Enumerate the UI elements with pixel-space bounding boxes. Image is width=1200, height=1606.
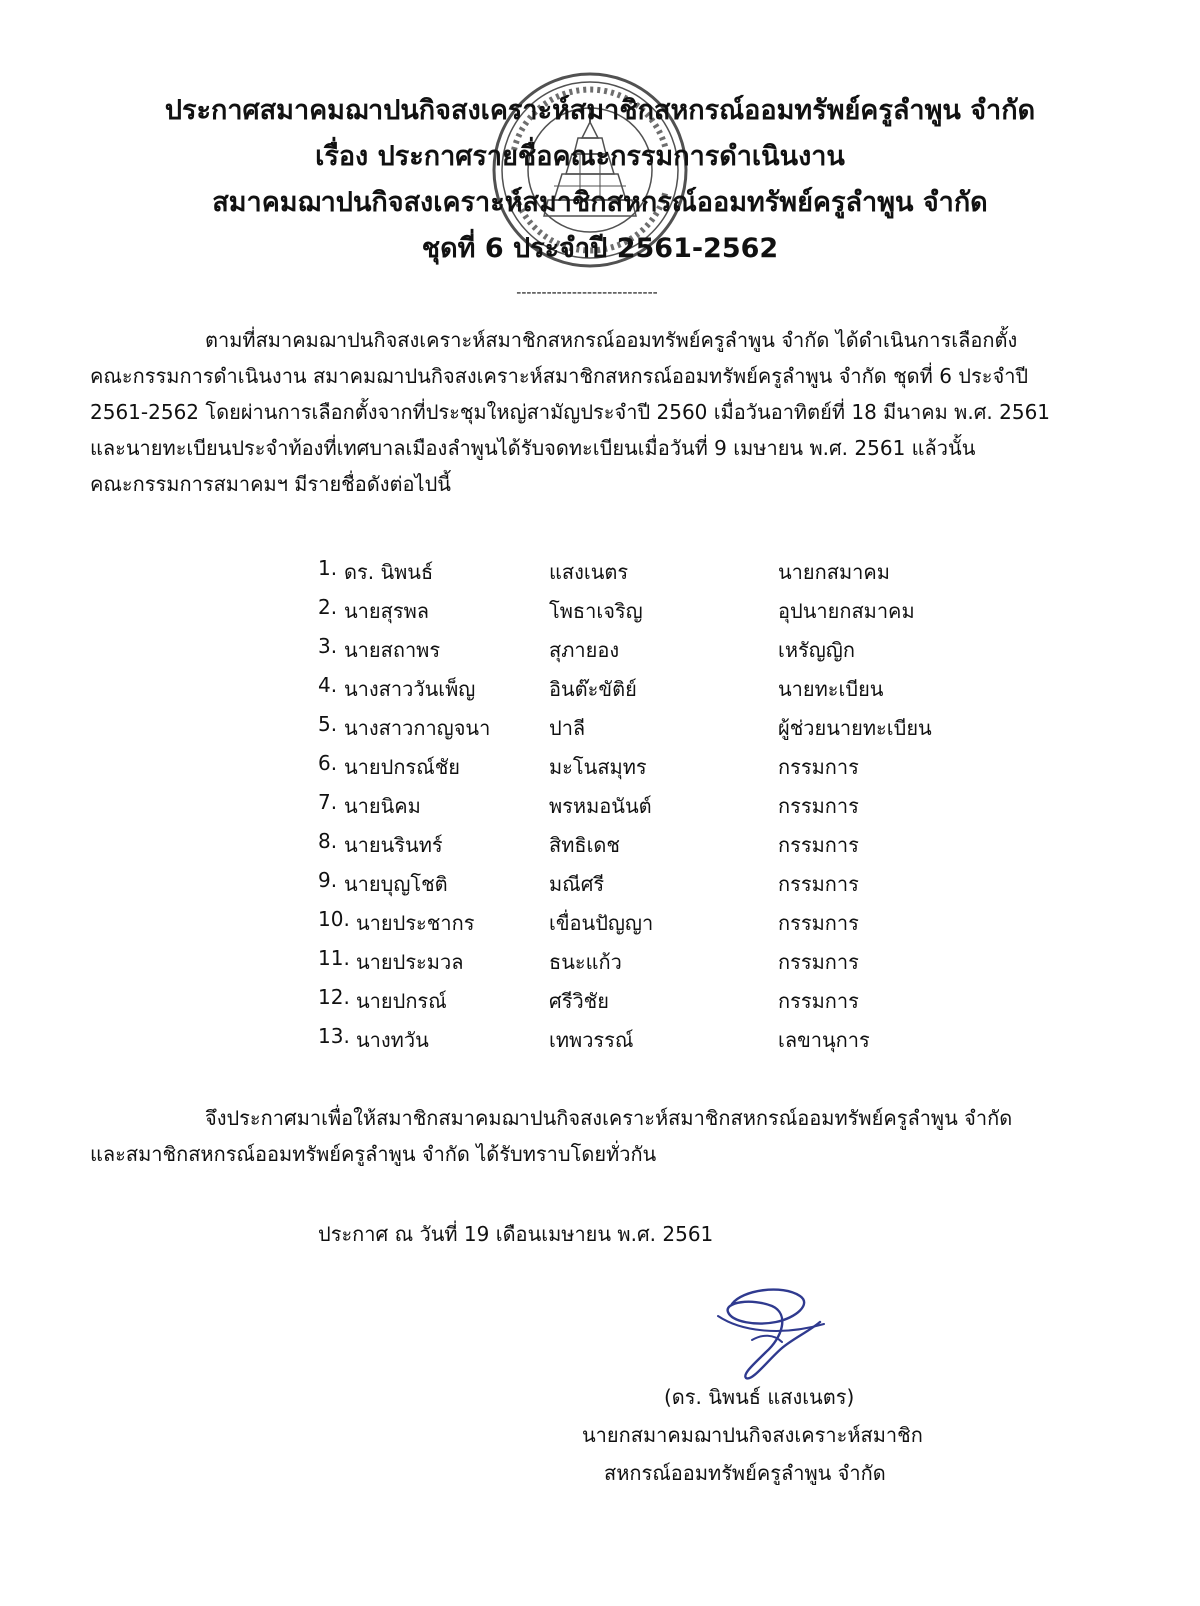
member-last-name: มณีศรี — [549, 872, 605, 896]
member-last-name: โพธาเจริญ — [549, 599, 643, 623]
signatory-title: นายกสมาคมฌาปนกิจสงเคราะห์สมาชิก — [582, 1423, 923, 1447]
member-number: 10. — [318, 907, 350, 931]
member-number: 6. — [318, 751, 338, 775]
announcement-date: ประกาศ ณ วันที่ 19 เดือนเมษายน พ.ศ. 2561 — [318, 1222, 714, 1246]
member-position: เลขานุการ — [778, 1028, 870, 1052]
member-first-name: นางสาวกาญจนา — [344, 716, 491, 740]
member-last-name: ปาลี — [549, 716, 586, 740]
member-first-name: นายนิคม — [344, 794, 421, 818]
intro-line: คณะกรรมการสมาคมฯ มีรายชื่อดังต่อไปนี้ — [90, 472, 451, 496]
member-number: 5. — [318, 712, 338, 736]
member-last-name: อินต๊ะขัติย์ — [549, 677, 637, 701]
member-position: กรรมการ — [778, 872, 859, 896]
member-number: 8. — [318, 829, 338, 853]
member-first-name: นางทวัน — [356, 1028, 429, 1052]
member-first-name: นายสุรพล — [344, 599, 430, 623]
announcement-header — [0, 88, 1200, 272]
member-last-name: ธนะแก้ว — [549, 950, 622, 974]
member-last-name: พรหมอนันต์ — [549, 794, 652, 818]
closing-line: จึงประกาศมาเพื่อให้สมาชิกสมาคมฌาปนกิจสงเคราะห์สมาชิกสหกรณ์ออมทรัพย์ครูลำพูน จำกัด — [205, 1106, 1013, 1130]
member-number: 2. — [318, 595, 338, 619]
closing-paragraph — [90, 1100, 1080, 1172]
header-title: ประกาศสมาคมฌาปนกิจสงเคราะห์สมาชิกสหกรณ์ออมทรัพย์ครูลำพูน จำกัด — [164, 95, 1036, 126]
member-first-name: นายประชากร — [356, 911, 475, 935]
handwritten-signature — [712, 1282, 827, 1387]
member-first-name: นางสาววันเพ็ญ — [344, 677, 476, 701]
member-first-name: นายปกรณ์ — [356, 989, 447, 1013]
member-number: 7. — [318, 790, 338, 814]
member-first-name: ดร. นิพนธ์ — [344, 560, 434, 584]
header-term: ชุดที่ 6 ประจำปี 2561-2562 — [421, 233, 779, 264]
member-number: 9. — [318, 868, 338, 892]
member-last-name: สุภายอง — [549, 638, 620, 662]
member-position: กรรมการ — [778, 950, 859, 974]
member-number: 13. — [318, 1024, 350, 1048]
member-first-name: นายบุญโชติ — [344, 872, 448, 896]
member-position: กรรมการ — [778, 989, 859, 1013]
member-last-name: มะโนสมุทร — [549, 755, 647, 779]
member-position: นายกสมาคม — [778, 560, 890, 584]
member-position: อุปนายกสมาคม — [778, 599, 915, 623]
member-position: กรรมการ — [778, 755, 859, 779]
intro-line: 2561-2562 โดยผ่านการเลือกตั้งจากที่ประชุมใหญ่สามัญประจำปี 2560 เมื่อวันอาทิตย์ที่ 18 มีนาคม พ.ศ. 2561 — [90, 400, 1051, 424]
closing-line: และสมาชิกสหกรณ์ออมทรัพย์ครูลำพูน จำกัด ได้รับทราบโดยทั่วกัน — [90, 1142, 657, 1166]
intro-line: และนายทะเบียนประจำท้องที่เทศบาลเมืองลำพูนได้รับจดทะเบียนเมื่อวันที่ 9 เมษายน พ.ศ. 2561 แล้วนั้น — [90, 436, 976, 460]
intro-line: ตามที่สมาคมฌาปนกิจสงเคราะห์สมาชิกสหกรณ์ออมทรัพย์ครูลำพูน จำกัด ได้ดำเนินการเลือกตั้ง — [205, 328, 1018, 352]
member-position: เหรัญญิก — [778, 638, 855, 662]
member-first-name: นายประมวล — [356, 950, 464, 974]
member-number: 4. — [318, 673, 338, 697]
member-last-name: ศรีวิชัย — [549, 989, 609, 1013]
member-position: นายทะเบียน — [778, 677, 884, 701]
intro-line: คณะกรรมการดำเนินงาน สมาคมฌาปนกิจสงเคราะห์สมาชิกสหกรณ์ออมทรัพย์ครูลำพูน จำกัด ชุดที่ 6 ประจำปี — [90, 364, 1029, 388]
member-first-name: นายสถาพร — [344, 638, 441, 662]
member-last-name: แสงเนตร — [549, 560, 629, 584]
member-last-name: เขื่อนปัญญา — [549, 911, 654, 935]
intro-paragraph — [90, 322, 1080, 502]
member-position: กรรมการ — [778, 911, 859, 935]
member-number: 1. — [318, 556, 338, 580]
member-number: 12. — [318, 985, 350, 1009]
header-subject: เรื่อง ประกาศรายชื่อคณะกรรมการดำเนินงาน — [315, 141, 845, 172]
header-divider: ---------------------------- — [516, 285, 658, 301]
member-number: 3. — [318, 634, 338, 658]
signatory-name: (ดร. นิพนธ์ แสงเนตร) — [664, 1385, 855, 1409]
member-number: 11. — [318, 946, 350, 970]
signatory-organization: สหกรณ์ออมทรัพย์ครูลำพูน จำกัด — [604, 1461, 886, 1485]
member-position: กรรมการ — [778, 794, 859, 818]
signature-block — [560, 1378, 960, 1492]
member-position: กรรมการ — [778, 833, 859, 857]
member-first-name: นายนรินทร์ — [344, 833, 443, 857]
member-position: ผู้ช่วยนายทะเบียน — [778, 716, 932, 740]
member-first-name: นายปกรณ์ชัย — [344, 755, 461, 779]
header-association-name: สมาคมฌาปนกิจสงเคราะห์สมาชิกสหกรณ์ออมทรัพย์ครูลำพูน จำกัด — [212, 187, 988, 218]
member-last-name: สิทธิเดช — [549, 833, 620, 857]
member-last-name: เทพวรรณ์ — [549, 1028, 634, 1052]
